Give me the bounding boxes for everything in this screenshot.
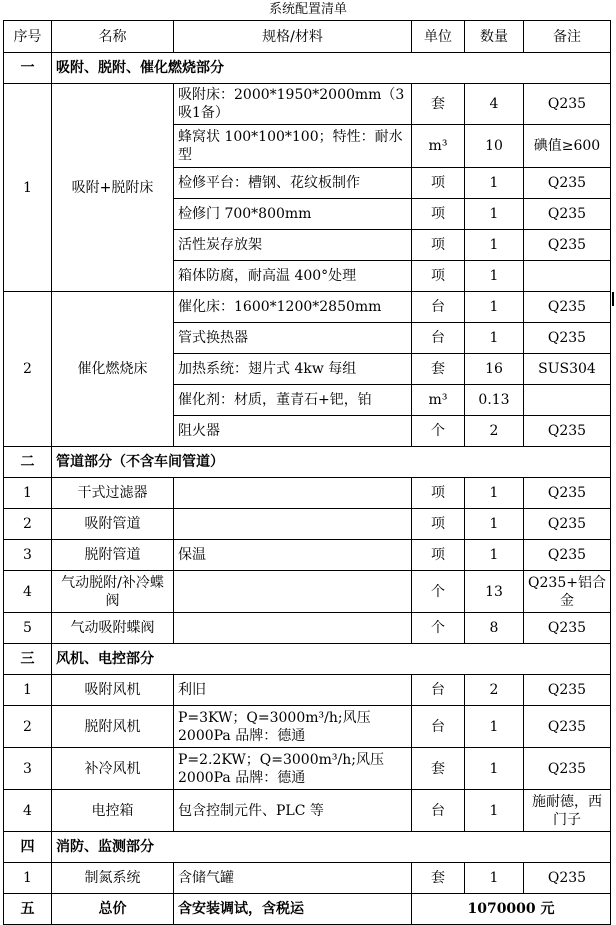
item-spec: 催化剂：材质，董青石+钯，铂 xyxy=(174,385,412,416)
item-spec: P=3KW；Q=3000m³/h;风压 2000Pa 品牌：德通 xyxy=(174,706,412,748)
section-number: 一 xyxy=(4,53,52,84)
item-name: 吸附管道 xyxy=(52,509,174,540)
table-row xyxy=(4,613,611,644)
text-cursor-mark xyxy=(612,292,614,306)
table-row xyxy=(4,292,611,323)
item-spec: 加热系统：翅片式 4kw 每组 xyxy=(174,354,412,385)
section-row xyxy=(4,53,611,84)
item-unit: 套 xyxy=(412,748,465,790)
header-spec: 规格/材料 xyxy=(174,21,412,53)
table-row xyxy=(4,509,611,540)
item-qty: 1 xyxy=(465,230,524,261)
item-unit: m³ xyxy=(412,125,465,168)
item-qty: 1 xyxy=(465,706,524,748)
total-number: 五 xyxy=(4,894,52,925)
total-label: 总价 xyxy=(52,894,174,925)
item-note: Q235 xyxy=(524,84,611,125)
item-qty: 0.13 xyxy=(465,385,524,416)
table-row xyxy=(4,706,611,748)
table-row xyxy=(4,478,611,509)
item-qty: 1 xyxy=(465,748,524,790)
section-row xyxy=(4,832,611,863)
item-note: SUS304 xyxy=(524,354,611,385)
section-number: 三 xyxy=(4,644,52,675)
section-title: 吸附、脱附、催化燃烧部分 xyxy=(52,53,611,84)
row-number: 3 xyxy=(4,748,52,790)
item-unit: 项 xyxy=(412,168,465,199)
item-note xyxy=(524,261,611,292)
item-qty: 1 xyxy=(465,509,524,540)
item-unit: 套 xyxy=(412,84,465,125)
item-unit: 项 xyxy=(412,230,465,261)
item-spec: P=2.2KW；Q=3000m³/h;风压 2000Pa 品牌：德通 xyxy=(174,748,412,790)
item-note: 施耐德，西门子 xyxy=(524,790,611,832)
item-unit: 项 xyxy=(412,478,465,509)
item-qty: 1 xyxy=(465,261,524,292)
item-qty: 1 xyxy=(465,292,524,323)
section-row xyxy=(4,644,611,675)
item-name: 补冷风机 xyxy=(52,748,174,790)
total-terms: 含安装调试，含税运 xyxy=(174,894,412,925)
item-name: 脱附管道 xyxy=(52,540,174,571)
item-spec: 含储气罐 xyxy=(174,863,412,894)
item-unit: 台 xyxy=(412,323,465,354)
row-number: 1 xyxy=(4,675,52,706)
item-note: Q235 xyxy=(524,478,611,509)
item-name: 气动吸附蝶阀 xyxy=(52,613,174,644)
item-unit: 台 xyxy=(412,790,465,832)
item-name: 催化燃烧床 xyxy=(52,292,174,447)
item-unit: 台 xyxy=(412,675,465,706)
item-note: Q235 xyxy=(524,292,611,323)
item-note: Q235 xyxy=(524,540,611,571)
item-note: Q235 xyxy=(524,863,611,894)
section-number: 二 xyxy=(4,447,52,478)
header-row xyxy=(4,21,611,53)
item-unit: 项 xyxy=(412,509,465,540)
item-note: Q235 xyxy=(524,748,611,790)
row-number: 1 xyxy=(4,84,52,292)
item-spec: 管式换热器 xyxy=(174,323,412,354)
section-title: 消防、监测部分 xyxy=(52,832,611,863)
row-number: 5 xyxy=(4,613,52,644)
section-row xyxy=(4,447,611,478)
item-unit: 套 xyxy=(412,354,465,385)
row-number: 2 xyxy=(4,509,52,540)
item-name: 气动脱附/补冷蝶阀 xyxy=(52,571,174,613)
item-note: Q235 xyxy=(524,199,611,230)
item-unit: 项 xyxy=(412,261,465,292)
item-name: 电控箱 xyxy=(52,790,174,832)
item-spec: 阻火器 xyxy=(174,416,412,447)
item-note: Q235+铝合金 xyxy=(524,571,611,613)
item-unit: m³ xyxy=(412,385,465,416)
item-unit: 台 xyxy=(412,706,465,748)
item-note xyxy=(524,385,611,416)
item-spec xyxy=(174,509,412,540)
item-spec: 催化床：1600*1200*2850mm xyxy=(174,292,412,323)
table-row xyxy=(4,84,611,125)
item-qty: 1 xyxy=(465,540,524,571)
header-unit: 单位 xyxy=(412,21,465,53)
item-qty: 10 xyxy=(465,125,524,168)
item-unit: 套 xyxy=(412,863,465,894)
row-number: 2 xyxy=(4,292,52,447)
header-qty: 数量 xyxy=(465,21,524,53)
item-qty: 13 xyxy=(465,571,524,613)
item-note: Q235 xyxy=(524,613,611,644)
row-number: 2 xyxy=(4,706,52,748)
item-name: 制氮系统 xyxy=(52,863,174,894)
item-unit: 项 xyxy=(412,540,465,571)
item-name: 吸附+脱附床 xyxy=(52,84,174,292)
table-row xyxy=(4,790,611,832)
item-qty: 1 xyxy=(465,168,524,199)
item-spec xyxy=(174,571,412,613)
section-title: 风机、电控部分 xyxy=(52,644,611,675)
item-name: 脱附风机 xyxy=(52,706,174,748)
config-table xyxy=(3,20,611,925)
row-number: 1 xyxy=(4,863,52,894)
section-number: 四 xyxy=(4,832,52,863)
item-spec xyxy=(174,478,412,509)
item-spec: 箱体防腐，耐高温 400°处理 xyxy=(174,261,412,292)
item-qty: 4 xyxy=(465,84,524,125)
item-qty: 8 xyxy=(465,613,524,644)
item-name: 吸附风机 xyxy=(52,675,174,706)
item-note: Q235 xyxy=(524,323,611,354)
item-qty: 2 xyxy=(465,416,524,447)
item-unit: 台 xyxy=(412,292,465,323)
row-number: 4 xyxy=(4,790,52,832)
item-spec: 吸附床：2000*1950*2000mm（3吸1备） xyxy=(174,84,412,125)
item-qty: 1 xyxy=(465,863,524,894)
header-no: 序号 xyxy=(4,21,52,53)
item-note: Q235 xyxy=(524,706,611,748)
item-name: 干式过滤器 xyxy=(52,478,174,509)
item-note: Q235 xyxy=(524,675,611,706)
page-title: 系统配置清单 xyxy=(268,2,347,17)
item-qty: 1 xyxy=(465,790,524,832)
item-qty: 16 xyxy=(465,354,524,385)
item-spec: 蜂窝状 100*100*100；特性：耐水型 xyxy=(174,125,412,168)
total-row xyxy=(4,894,611,925)
item-spec: 保温 xyxy=(174,540,412,571)
item-spec xyxy=(174,613,412,644)
table-row xyxy=(4,675,611,706)
item-unit: 个 xyxy=(412,571,465,613)
row-number: 4 xyxy=(4,571,52,613)
table-row xyxy=(4,540,611,571)
total-amount: 1070000 元 xyxy=(412,894,611,925)
item-spec: 包含控制元件、PLC 等 xyxy=(174,790,412,832)
row-number: 1 xyxy=(4,478,52,509)
header-note: 备注 xyxy=(524,21,611,53)
item-qty: 1 xyxy=(465,323,524,354)
item-spec: 检修门 700*800mm xyxy=(174,199,412,230)
item-spec: 利旧 xyxy=(174,675,412,706)
item-note: 碘值≥600 xyxy=(524,125,611,168)
row-number: 3 xyxy=(4,540,52,571)
item-spec: 活性炭存放架 xyxy=(174,230,412,261)
table-row xyxy=(4,863,611,894)
item-qty: 2 xyxy=(465,675,524,706)
item-note: Q235 xyxy=(524,168,611,199)
table-row xyxy=(4,571,611,613)
header-name: 名称 xyxy=(52,21,174,53)
item-note: Q235 xyxy=(524,230,611,261)
item-spec: 检修平台：槽钢、花纹板制作 xyxy=(174,168,412,199)
item-qty: 1 xyxy=(465,478,524,509)
item-unit: 个 xyxy=(412,613,465,644)
section-title: 管道部分（不含车间管道） xyxy=(52,447,611,478)
item-unit: 个 xyxy=(412,416,465,447)
item-unit: 项 xyxy=(412,199,465,230)
table-row xyxy=(4,748,611,790)
item-qty: 1 xyxy=(465,199,524,230)
item-note: Q235 xyxy=(524,509,611,540)
item-note: Q235 xyxy=(524,416,611,447)
